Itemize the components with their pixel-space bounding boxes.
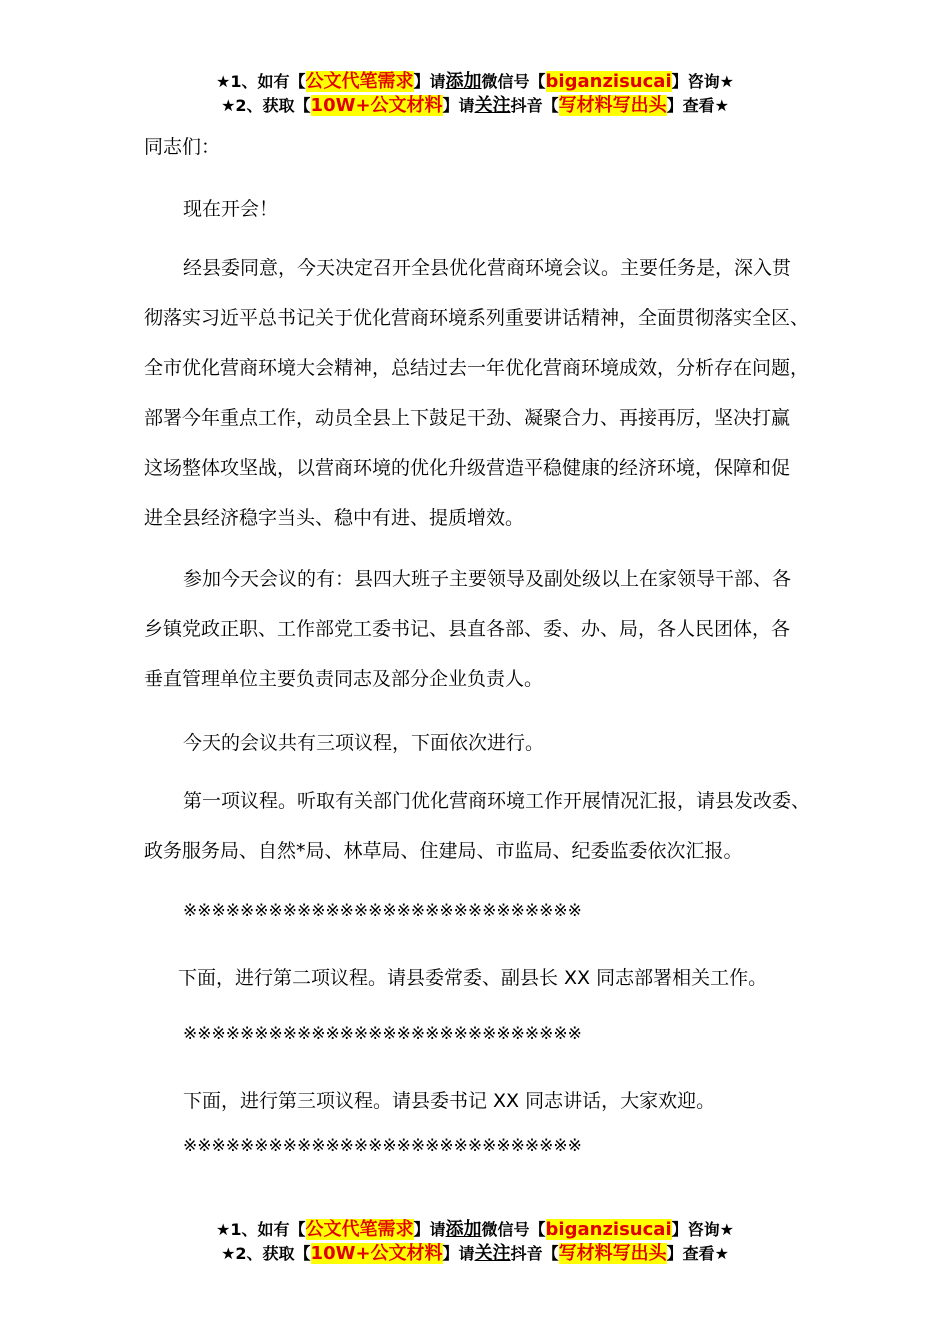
follow-emphasis: 关注 <box>474 95 511 116</box>
paragraph-line: 垂直管理单位主要负责同志及部分企业负责人。 <box>144 668 544 690</box>
separator-2: ※※※※※※※※※※※※※※※※※※※※※※※※※※※※ <box>183 1024 582 1044</box>
banner-line-2 <box>0 94 950 118</box>
add-emphasis: 添加 <box>445 71 482 92</box>
separator-1: ※※※※※※※※※※※※※※※※※※※※※※※※※※※※ <box>183 901 582 921</box>
banner-text: 】请 <box>442 96 475 115</box>
paragraph-purpose <box>144 243 816 543</box>
banner-line-2 <box>0 1242 950 1266</box>
paragraph-line: 全市优化营商环境大会精神，总结过去一年优化营商环境成效，分析存在问题， <box>144 357 810 379</box>
banner-text: 】查看★ <box>666 1244 729 1263</box>
banner-text: 抖音【 <box>510 1244 559 1263</box>
paragraph-line: 经县委同意，今天决定召开全县优化营商环境会议。主要任务是，深入贯 <box>183 257 792 279</box>
service-highlight: 公文代笔需求 <box>305 71 414 92</box>
wechat-id-highlight: biganzisucai <box>545 1219 672 1240</box>
banner-line-1 <box>0 1218 950 1242</box>
materials-highlight: 10W+公文材料 <box>310 1243 443 1264</box>
banner-text: 】咨询★ <box>671 1220 734 1239</box>
banner-text: 】查看★ <box>666 96 729 115</box>
banner-text: 抖音【 <box>510 96 559 115</box>
paragraph-line: 这场整体攻坚战，以营商环境的优化升级营造平稳健康的经济环境，保障和促 <box>144 457 791 479</box>
banner-text: 】请 <box>413 72 446 91</box>
paragraph-line: 进全县经济稳字当头、稳中有进、提质增效。 <box>144 507 525 529</box>
paragraph-line: 第一项议程。听取有关部门优化营商环境工作开展情况汇报，请县发改委、 <box>183 790 811 812</box>
douyin-account-highlight: 写材料写出头 <box>558 1243 667 1264</box>
header-banner <box>0 70 950 118</box>
add-emphasis: 添加 <box>445 1219 482 1240</box>
service-highlight: 公文代笔需求 <box>305 1219 414 1240</box>
banner-text: 】请 <box>442 1244 475 1263</box>
follow-emphasis: 关注 <box>474 1243 511 1264</box>
paragraph-item-two: 下面，进行第二项议程。请县委常委、副县长 XX 同志部署相关工作。 <box>178 967 768 989</box>
paragraph-item-three: 下面，进行第三项议程。请县委书记 XX 同志讲话，大家欢迎。 <box>183 1090 716 1112</box>
materials-highlight: 10W+公文材料 <box>310 95 443 116</box>
paragraph-item-one <box>144 776 816 876</box>
banner-text: ★1、如有【 <box>216 72 306 91</box>
banner-text: ★2、获取【 <box>221 1244 311 1263</box>
paragraph-line: 参加今天会议的有：县四大班子主要领导及副处级以上在家领导干部、各 <box>183 568 792 590</box>
banner-text: 微信号【 <box>481 72 546 91</box>
douyin-account-highlight: 写材料写出头 <box>558 95 667 116</box>
banner-text: 微信号【 <box>481 1220 546 1239</box>
footer-banner <box>0 1218 950 1266</box>
salutation: 同志们： <box>144 136 221 158</box>
banner-line-1 <box>0 70 950 94</box>
wechat-id-highlight: biganzisucai <box>545 71 672 92</box>
banner-text: ★2、获取【 <box>221 96 311 115</box>
paragraph-line: 乡镇党政正职、工作部党工委书记、县直各部、委、办、局，各人民团体，各 <box>144 618 791 640</box>
paragraph-agenda: 今天的会议共有三项议程，下面依次进行。 <box>183 732 545 754</box>
separator-3: ※※※※※※※※※※※※※※※※※※※※※※※※※※※※ <box>183 1136 582 1156</box>
banner-text: 】咨询★ <box>671 72 734 91</box>
banner-text: ★1、如有【 <box>216 1220 306 1239</box>
paragraph-attendees <box>144 554 816 704</box>
paragraph-line: 部署今年重点工作，动员全县上下鼓足干劲、凝聚合力、再接再厉，坚决打赢 <box>144 407 791 429</box>
paragraph-line: 彻落实习近平总书记关于优化营商环境系列重要讲话精神，全面贯彻落实全区、 <box>144 307 810 329</box>
opening-line: 现在开会！ <box>183 198 279 220</box>
paragraph-line: 政务服务局、自然*局、林草局、住建局、市监局、纪委监委依次汇报。 <box>144 840 743 862</box>
banner-text: 】请 <box>413 1220 446 1239</box>
